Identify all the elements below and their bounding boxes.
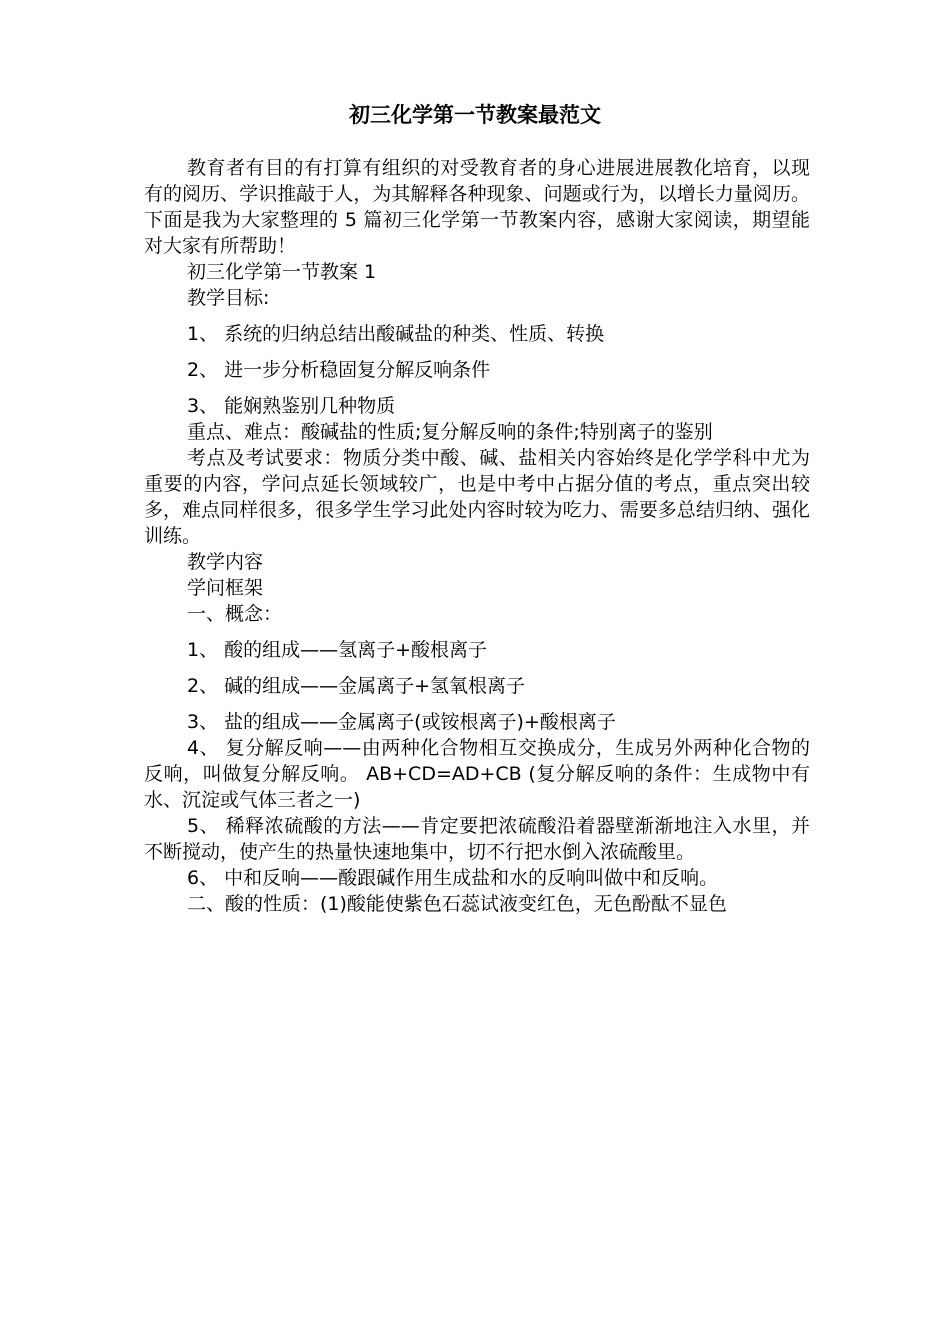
key-points-paragraph: 重点、难点：酸碱盐的性质;复分解反响的条件;特别离子的鉴别 <box>187 421 713 443</box>
concept-item: 3、 盐的组成——金属离子(或铵根离子)+酸根离子 <box>187 711 616 733</box>
document-body <box>144 155 810 917</box>
concept-item: 2、 碱的组成——金属离子+氢氧根离子 <box>187 675 526 697</box>
document-title: 初三化学第一节教案最范文 <box>349 103 601 127</box>
concept-item: 6、 中和反响——酸跟碱作用生成盐和水的反响叫做中和反响。 <box>187 867 719 889</box>
content-heading: 教学内容 <box>187 551 264 573</box>
concept-item: 4、 复分解反响——由两种化合物相互交换成分，生成另外两种化合物的反响，叫做复分解反响。 AB+CD=AD+CB (复分解反响的条件：生成物中有水、沉淀或气体三者之一) <box>144 737 810 811</box>
acid-properties-paragraph: 二、酸的性质：(1)酸能使紫色石蕊试液变红色，无色酚酞不显色 <box>187 893 727 915</box>
concept-item: 1、 酸的组成——氢离子+酸根离子 <box>187 639 488 661</box>
lesson-heading: 初三化学第一节教案 1 <box>187 261 377 283</box>
objective-item: 3、 能娴熟鉴别几种物质 <box>187 395 396 417</box>
objective-item: 1、 系统的归纳总结出酸碱盐的种类、性质、转换 <box>187 323 605 345</box>
objective-item: 2、 进一步分析稳固复分解反响条件 <box>187 359 491 381</box>
framework-heading: 学问框架 <box>187 577 264 599</box>
concepts-heading: 一、概念： <box>187 603 283 625</box>
intro-paragraph: 教育者有目的有打算有组织的对受教育者的身心进展进展教化培育，以现有的阅历、学识推敲于人，为其解释各种现象、问题或行为，以增长力量阅历。下面是我为大家整理的 5 篇初三化学第一节教案内容，感谢大家阅读，期望能对大家有所帮助！ <box>144 157 810 257</box>
concept-item: 5、 稀释浓硫酸的方法——肯定要把浓硫酸沿着器壁渐渐地注入水里，并不断搅动，使产生的热量快速地集中，切不行把水倒入浓硫酸里。 <box>144 815 810 863</box>
exam-points-paragraph: 考点及考试要求：物质分类中酸、碱、盐相关内容始终是化学学科中尤为重要的内容，学问点延长领域较广，也是中考中占据分值的考点，重点突出较多，难点同样很多，很多学生学习此处内容时较为吃力、需要多总结归纳、强化训练。 <box>144 447 810 547</box>
objectives-heading: 教学目标: <box>187 287 270 309</box>
